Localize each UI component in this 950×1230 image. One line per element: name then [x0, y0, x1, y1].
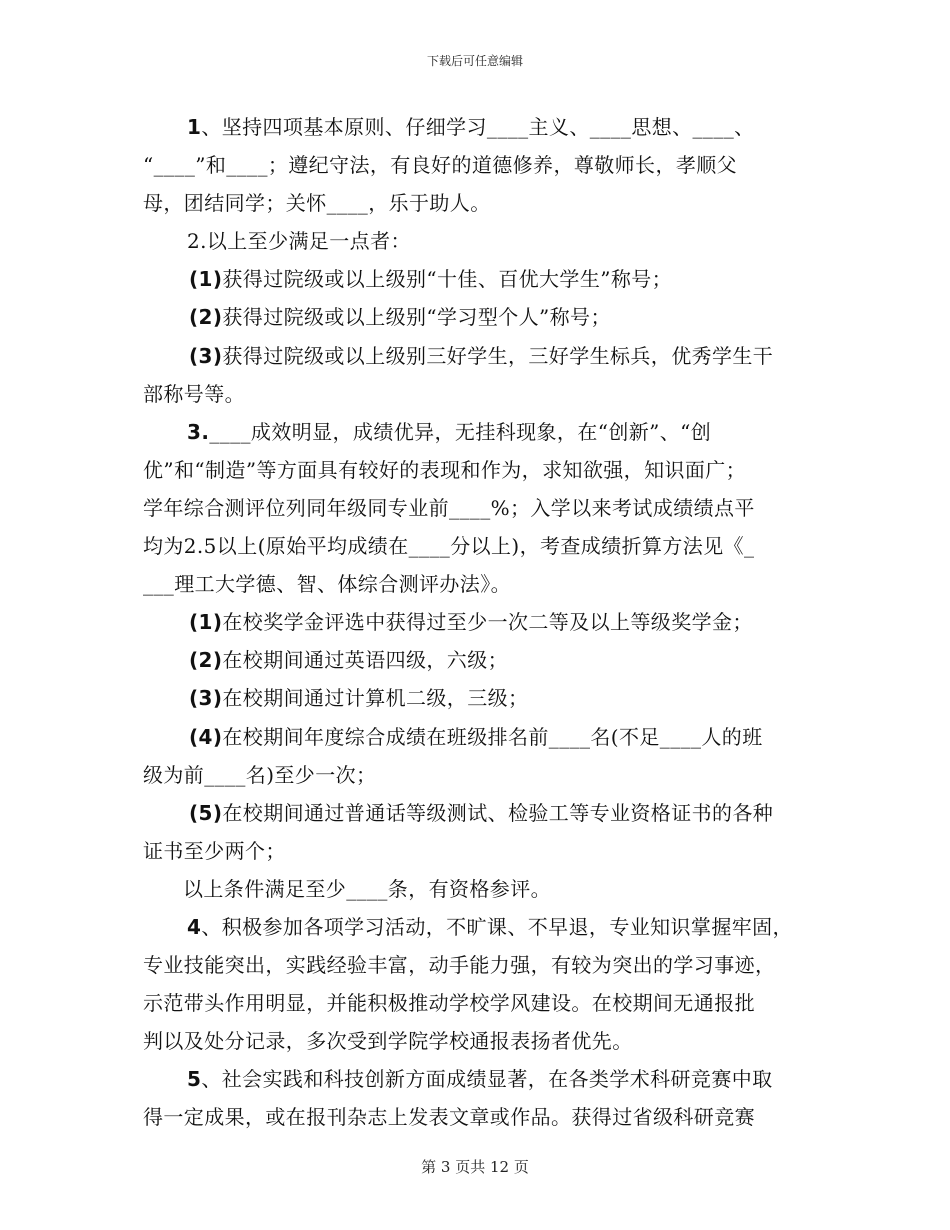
paragraph-line	[143, 756, 808, 794]
list-number: 3.	[187, 419, 210, 444]
paragraph-line	[143, 832, 808, 870]
line-text: 级为前____名)至少一次；	[143, 762, 377, 787]
paragraph-line	[143, 1098, 808, 1136]
paragraph-line	[143, 718, 808, 756]
line-text: 专业技能突出，实践经验丰富，动手能力强，有较为突出的学习事迹，	[143, 953, 776, 978]
paragraph-line	[143, 603, 808, 641]
list-number: (3)	[189, 343, 223, 368]
paragraph-line	[143, 298, 808, 336]
paragraph-line	[143, 679, 808, 717]
line-text: 在校期间通过英语四级，六级；	[222, 648, 509, 673]
line-text: “____”和____；遵纪守法，有良好的道德修养，尊敬师长，孝顺父	[143, 153, 738, 178]
paragraph-line	[143, 565, 808, 603]
line-text: 2.以上至少满足一点者：	[187, 229, 411, 254]
list-number: (5)	[189, 800, 223, 825]
paragraph-line	[143, 260, 808, 298]
list-number: 1	[187, 115, 202, 139]
line-text: 得一定成果，或在报刊杂志上发表文章或作品。获得过省级科研竞赛	[143, 1105, 755, 1130]
line-text: 获得过院级或以上级别“学习型个人”称号；	[222, 305, 611, 330]
line-text: 获得过院级或以上级别“十佳、百优大学生”称号；	[222, 267, 673, 292]
paragraph-line	[143, 984, 808, 1022]
paragraph-line	[143, 222, 808, 260]
paragraph-line	[143, 870, 808, 908]
paragraph-line	[143, 1060, 808, 1098]
line-text: 母，团结同学；关怀____，乐于助人。	[143, 191, 491, 216]
line-text: 以上条件满足至少____条，有资格参评。	[183, 876, 551, 901]
paragraph-line	[143, 946, 808, 984]
line-text: 、坚持四项基本原则、仔细学习____主义、____思想、____、	[201, 115, 755, 139]
paragraph-line	[143, 108, 808, 146]
line-text: 、社会实践和科技创新方面成绩显著，在各类学术科研竞赛中取	[201, 1067, 773, 1092]
page-footer: 第 3 页共 12 页	[421, 1158, 529, 1176]
line-text: 在校期间通过计算机二级，三级；	[222, 686, 529, 711]
paragraph-line	[143, 489, 808, 527]
paragraph-line	[143, 337, 808, 375]
line-text: ____成效明显，成绩优异，无挂科现象，在“创新”、“创	[209, 419, 712, 444]
page-header: 下载后可任意编辑	[426, 54, 523, 68]
paragraph-line	[143, 908, 808, 946]
list-number: (3)	[189, 686, 223, 711]
line-text: 部称号等。	[143, 381, 245, 406]
line-text: ___理工大学德、智、体综合测评办法》。	[143, 572, 511, 597]
list-number: (1)	[189, 610, 223, 635]
paragraph-line	[143, 641, 808, 679]
paragraph-line	[143, 146, 808, 184]
line-text: 在校奖学金评选中获得过至少一次二等及以上等级奖学金；	[222, 610, 753, 635]
line-text: 获得过院级或以上级别三好学生，三好学生标兵，优秀学生干	[222, 343, 774, 368]
line-text: 均为2.5以上(原始平均成绩在____分以上)，考查成绩折算方法见《_	[143, 534, 755, 559]
paragraph-line	[143, 451, 808, 489]
list-number: (2)	[189, 648, 223, 673]
line-text: 在校期间通过普通话等级测试、检验工等专业资格证书的各种	[222, 800, 774, 825]
paragraph-line	[143, 413, 808, 451]
paragraph-line	[143, 184, 808, 222]
line-text: 在校期间年度综合成绩在班级排名前____名(不足____人的班	[222, 724, 763, 749]
document-body	[143, 108, 808, 1137]
list-number: 5	[187, 1067, 202, 1092]
list-number: (1)	[189, 267, 223, 292]
line-text: 证书至少两个；	[143, 838, 286, 863]
line-text: 示范带头作用明显，并能积极推动学校学风建设。在校期间无通报批	[143, 991, 755, 1016]
paragraph-line	[143, 794, 808, 832]
paragraph-line	[143, 375, 808, 413]
list-number: (4)	[189, 724, 223, 749]
list-number: 4	[187, 914, 202, 939]
list-number: (2)	[189, 305, 223, 330]
line-text: 、积极参加各项学习活动，不旷课、不早退，专业知识掌握牢固，	[201, 914, 793, 939]
line-text: 判以及处分记录，多次受到学院学校通报表扬者优先。	[143, 1029, 633, 1054]
line-text: 学年综合测评位列同年级同专业前____%；入学以来考试成绩绩点平	[143, 495, 755, 520]
paragraph-line	[143, 527, 808, 565]
line-text: 优”和“制造”等方面具有较好的表现和作为，求知欲强，知识面广；	[143, 457, 747, 482]
paragraph-line	[143, 1022, 808, 1060]
